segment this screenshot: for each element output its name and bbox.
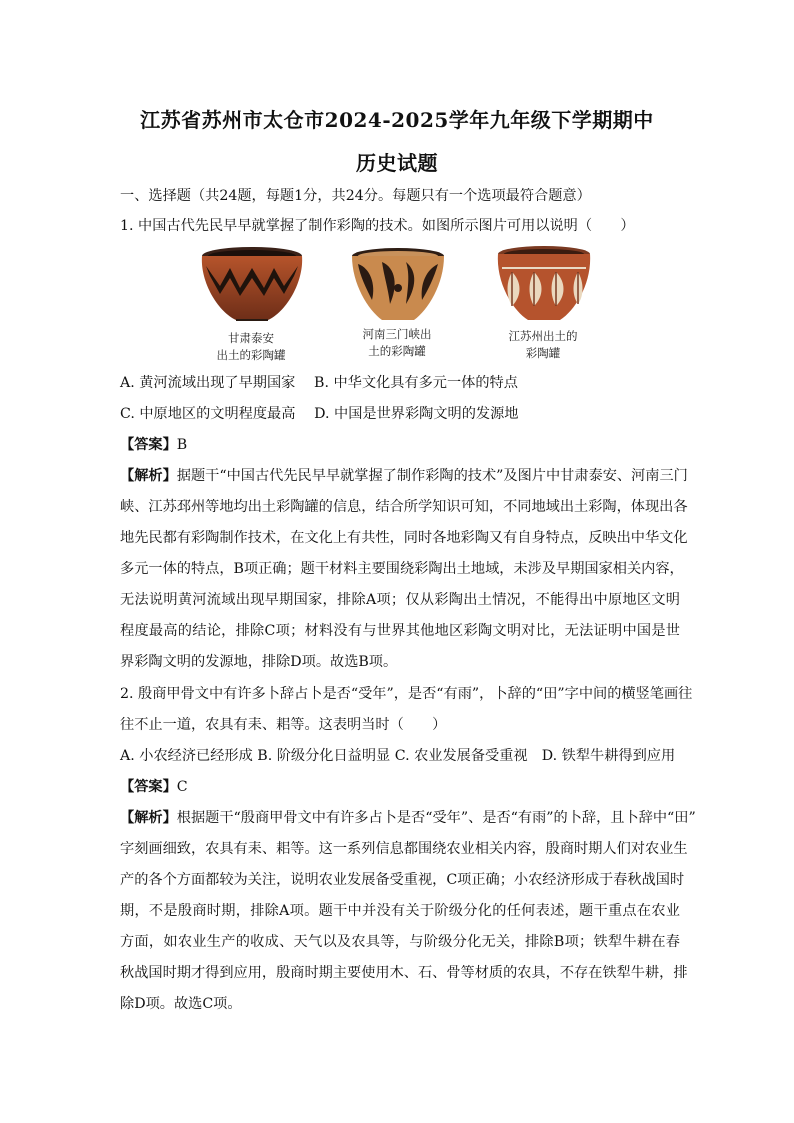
caption-gansu: [196, 330, 306, 364]
q1-analysis-line: [120, 466, 688, 486]
q1-analysis-line: 峡、江苏邳州等地均出土彩陶罐的信息，结合所学知识可知，不同地域出土彩陶，体现出各: [120, 499, 688, 515]
q1-analysis-label: 【解析】: [120, 468, 177, 484]
q2-analysis-line: 除D项。故选C项。: [120, 996, 242, 1012]
q1-analysis-line: 程度最高的结论，排除C项；材料没有与世界其他地区彩陶文明对比，无法证明中国是世: [120, 623, 680, 639]
henan-painted-pot-image: [346, 244, 450, 326]
q1-analysis-line: 地先民都有彩陶制作技术，在文化上有共性，同时各地彩陶又有自身特点，反映出中华文化: [120, 530, 688, 546]
q2-analysis-line: 秋战国时期才得到应用，殷商时期主要使用木、石、骨等材质的农具，不存在铁犁牛耕，排: [120, 965, 688, 981]
q2-stem-line: 2. 殷商甲骨文中有许多卜辞占卜是否“受年”，是否“有雨”，卜辞的“田”字中间的横竖笔画往: [120, 686, 693, 702]
q2-analysis-line: 产的各个方面都较为关注，说明农业发展备受重视，C项正确；小农经济形成于春秋战国时: [120, 872, 685, 888]
q1-answer: [120, 435, 680, 455]
section-heading: 一、选择题（共24题，每题1分，共24分。每题只有一个选项最符合题意）: [120, 188, 591, 204]
q1-options-ab: A. 黄河流域出现了早期国家 B. 中华文化具有多元一体的特点: [120, 375, 518, 391]
q2-answer: [120, 777, 680, 797]
q1-analysis-line: 无法说明黄河流域出现早期国家，排除A项；仅从彩陶出土情况，不能得出中原地区文明: [120, 592, 680, 608]
jiangsu-painted-pot-image: [492, 242, 596, 326]
q2-options: A. 小农经济已经形成 B. 阶级分化日益明显 C. 农业发展备受重视 D. 铁犁牛耕得到应用: [120, 748, 676, 764]
q1-stem: 1. 中国古代先民早早就掌握了制作彩陶的技术。如图所示图片可用以说明（ ）: [120, 218, 635, 234]
caption-gansu-line1: 甘肃泰安: [228, 331, 274, 345]
q2-answer-value: C: [176, 779, 188, 795]
caption-henan-line1: 河南三门峡出: [362, 327, 432, 341]
q1-options-cd: C. 中原地区的文明程度最高 D. 中国是世界彩陶文明的发源地: [120, 406, 519, 422]
q2-analysis-line: 字刻画细致，农具有耒、耜等。这一系列信息都围绕农业相关内容，殷商时期人们对农业生: [120, 841, 688, 857]
q2-analysis-line: 期，不是殷商时期，排除A项。题干中并没有关于阶级分化的任何表述，题干重点在农业: [120, 903, 680, 919]
gansu-painted-pot-image: [196, 242, 308, 326]
q2-analysis-label: 【解析】: [120, 810, 177, 826]
q2-analysis-line: 方面，如农业生产的收成、天气以及农具等，与阶级分化无关，排除B项；铁犁牛耕在春: [120, 934, 680, 950]
q1-analysis-line: 界彩陶文明的发源地，排除D项。故选B项。: [120, 654, 398, 670]
caption-henan-line2: 土的彩陶罐: [368, 344, 426, 358]
exam-subtitle: 历史试题: [356, 151, 438, 175]
q2-answer-label: 【答案】: [120, 779, 177, 795]
q2-analysis-line: [120, 808, 696, 828]
caption-jiangsu: [488, 328, 598, 362]
pottery-figure: [196, 242, 606, 368]
q1-answer-label: 【答案】: [120, 437, 177, 453]
q2-stem-line: 往不止一道，农具有耒、耜等。这表明当时（ ）: [120, 717, 447, 733]
q1-analysis-line: 多元一体的特点，B项正确；题干材料主要围绕彩陶出土地域，未涉及早期国家相关内容，: [120, 561, 684, 577]
caption-jiangsu-line2: 彩陶罐: [525, 346, 561, 360]
caption-gansu-line2: 出土的彩陶罐: [216, 348, 286, 362]
q1-answer-value: B: [176, 437, 188, 453]
caption-jiangsu-line1: 江苏州出土的: [508, 329, 578, 343]
q2-analysis-text: 根据题干“殷商甲骨文中有许多占卜是否“受年”、是否“有雨”的卜辞，且卜辞中“田”: [176, 810, 696, 826]
q1-analysis-text: 据题干“中国古代先民早早就掌握了制作彩陶的技术”及图片中甘肃泰安、河南三门: [176, 468, 688, 484]
exam-title: 江苏省苏州市太仓市2024-2025学年九年级下学期期中: [140, 108, 654, 132]
caption-henan: [342, 326, 452, 360]
